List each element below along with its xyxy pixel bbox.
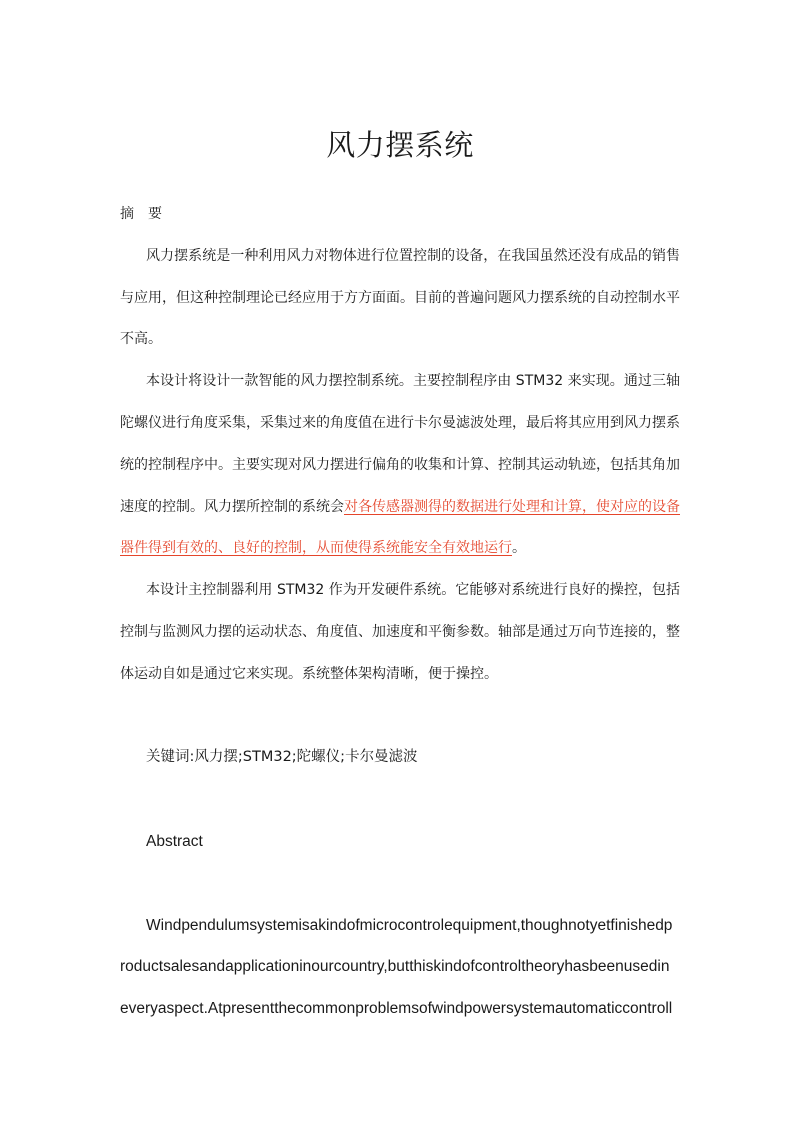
document-title: 风力摆系统	[326, 128, 474, 162]
document-body	[120, 194, 680, 1030]
paragraph-line: 与应用，但这种控制理论已经应用于方方面面。目前的普遍问题风力摆系统的自动控制水平	[120, 289, 680, 306]
abstract-paragraph-1	[120, 236, 680, 361]
paragraph-text: 。	[512, 540, 526, 557]
blank-line	[120, 779, 680, 821]
abstract-paragraph-2	[120, 361, 680, 570]
paragraph-line: 体运动自如是通过它来实现。系统整体架构清晰，便于操控。	[120, 665, 498, 682]
paragraph-line: 风力摆系统是一种利用风力对物体进行位置控制的设备，在我国虽然还没有成品的销售	[146, 247, 680, 264]
abstract-heading: 摘 要	[120, 206, 162, 222]
keywords: 关键词:风力摆;STM32;陀螺仪;卡尔曼滤波	[146, 749, 418, 766]
highlighted-text: 对各传感器测得的数据进行处理和计算，使对应的设备	[344, 498, 680, 515]
paragraph-line: 控制与监测风力摆的运动状态、角度值、加速度和平衡参数。轴部是通过万向节连接的，整	[120, 623, 680, 640]
blank-line	[120, 696, 680, 738]
paragraph-line: roductsalesandapplicationinourcountry,butthiskindofcontroltheoryhasbeenusedin	[120, 958, 670, 976]
paragraph-text: 速度的控制。风力摆所控制的系统会	[120, 498, 344, 515]
paragraph-line: Windpendulumsystemisakindofmicrocontrolequipment,thoughnotyetfinishedp	[146, 916, 673, 934]
paragraph-line: 不高。	[120, 331, 162, 348]
abstract-en-paragraph	[120, 905, 680, 1030]
blank-line	[120, 863, 680, 905]
highlighted-text: 器件得到有效的、良好的控制，从而使得系统能安全有效地运行	[120, 540, 512, 557]
abstract-en-heading: Abstract	[146, 832, 203, 850]
paragraph-line	[120, 487, 680, 529]
paragraph-line	[120, 528, 680, 570]
paragraph-line: 本设计主控制器利用 STM32 作为开发硬件系统。它能够对系统进行良好的操控，包括	[146, 582, 680, 599]
paragraph-line: 统的控制程序中。主要实现对风力摆进行偏角的收集和计算、控制其运动轨迹，包括其角加	[120, 456, 680, 473]
paragraph-line: 本设计将设计一款智能的风力摆控制系统。主要控制程序由 STM32 来实现。通过三轴	[146, 373, 680, 390]
abstract-paragraph-3	[120, 570, 680, 695]
paragraph-line: everyaspect.Atpresentthecommonproblemsofwindpowersystemautomaticcontroll	[120, 1000, 673, 1018]
paragraph-line: 陀螺仪进行角度采集，采集过来的角度值在进行卡尔曼滤波处理，最后将其应用到风力摆系	[120, 414, 680, 431]
